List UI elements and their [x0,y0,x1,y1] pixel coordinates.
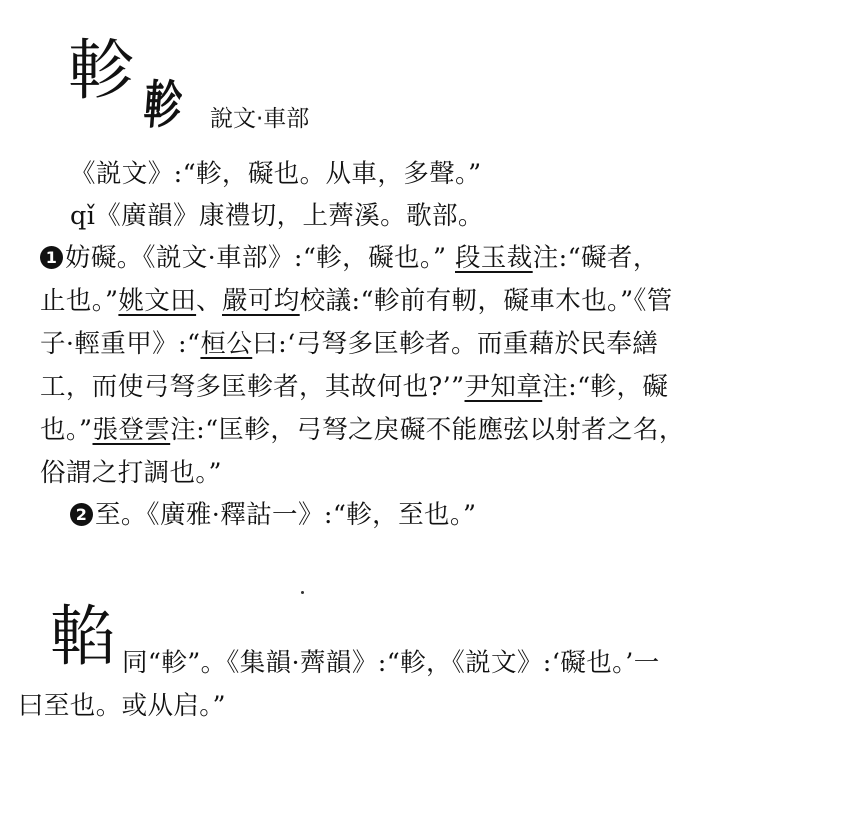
sense-number-1-icon: 1 [40,246,63,269]
sense-1-line-1 [40,243,659,273]
sense-1-line-4 [40,372,669,402]
stray-dot [301,591,304,594]
pronunciation-line: qǐ《廣韻》康禮切，上薺溪。歌部。 [70,201,484,231]
headword-1: 軫 [68,32,132,109]
entry-2-line-2: 曰至也。或从启。” [18,691,226,721]
sense-1-line-3 [40,329,659,359]
person-name: 桓公 [200,329,253,359]
text-run: 至。《廣雅·釋詁一》:“軫，至也。” [95,500,477,530]
person-name: 張登雲 [92,415,171,445]
text-run: 子·輕重甲》:“ [40,329,201,359]
text-run: 止也。” [40,286,119,316]
sense-number-2-icon: 2 [70,503,93,526]
sense-2-line [70,500,477,530]
text-run: 妨礙。《説文·車部》:“軫，礙也。” [65,243,447,273]
entry-2-line-1: 同“軫”。《集韻·薺韻》:“軫，《説文》:‘礙也。’一 [122,648,660,678]
sense-1-line-5 [40,415,685,445]
text-run: 曰:‘弓弩多匡軫者。而重藉於民奉繕 [252,329,659,359]
text-run: 注:“匡軫，弓弩之戾礙不能應弦以射者之名， [170,415,685,445]
text-run: 也。” [40,415,93,445]
text-run: 工，而使弓弩多匡軫者，其故何也?’” [40,372,465,402]
sense-1-line-6: 俗謂之打調也。” [40,458,222,488]
shuowen-quote-line: 《説文》:“軫，礙也。从車，多聲。” [70,159,482,189]
person-name: 段玉裁 [455,243,533,273]
sense-1-line-2 [40,286,673,316]
person-name: 尹知章 [464,372,543,402]
headword-2: 輡 [50,598,114,675]
text-run: 注:“礙者， [532,243,659,273]
seal-script-glyph: 軫 [141,76,184,136]
text-run: 、 [196,286,222,316]
text-run: 校議:“軫前有軔，礙車木也。”《管 [299,286,673,316]
seal-source-label: 說文·車部 [210,106,310,132]
person-name: 姚文田 [118,286,197,316]
person-name: 嚴可均 [222,286,300,316]
text-run: 注:“軫，礙 [542,372,669,402]
